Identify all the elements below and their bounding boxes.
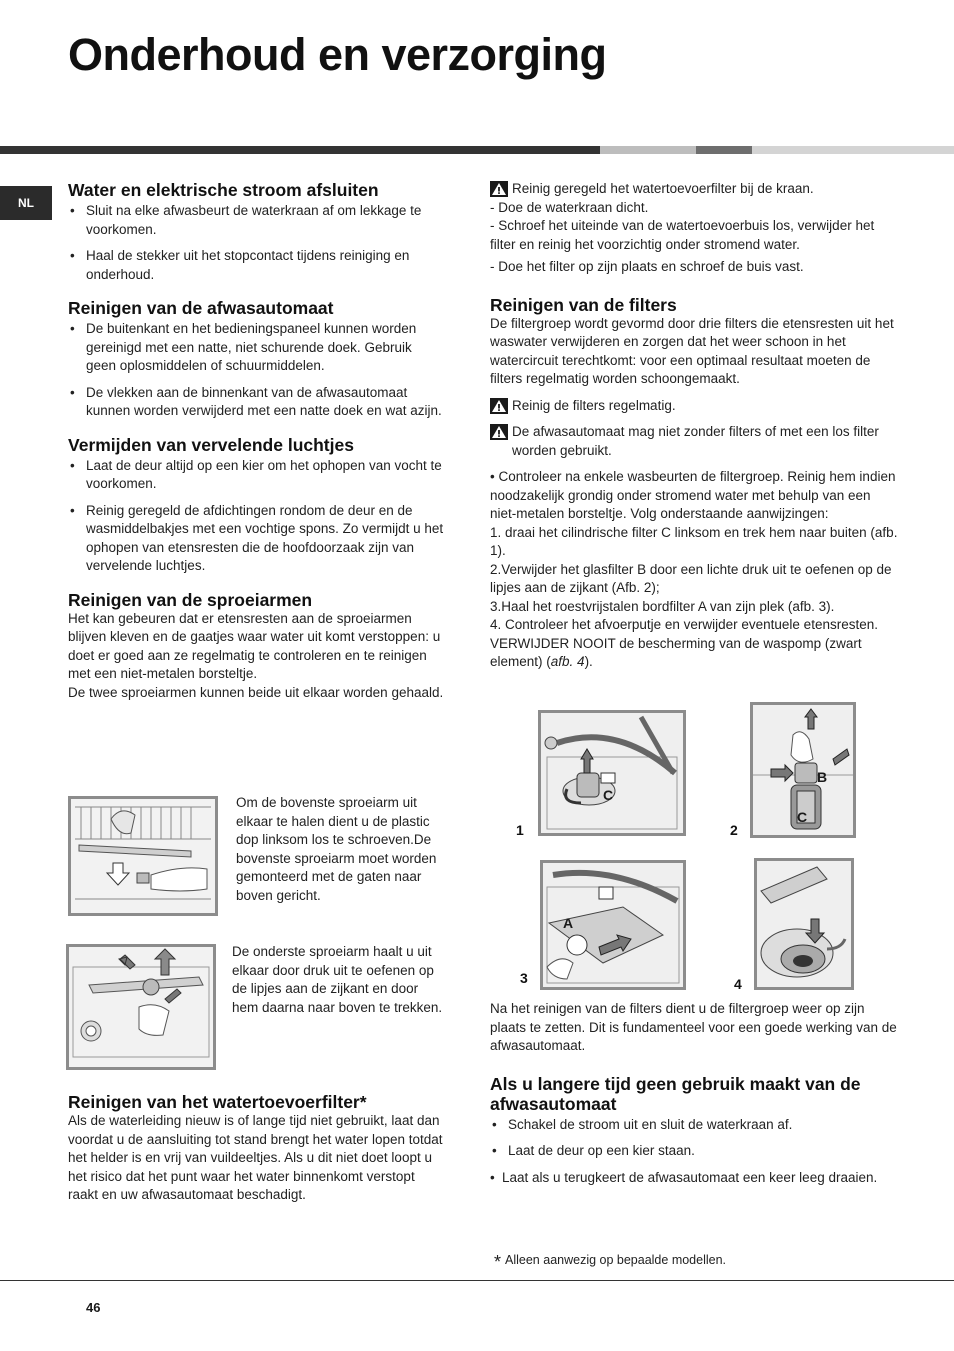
warning-triangle-icon xyxy=(490,398,508,414)
upper-spray-arm-illustration xyxy=(68,796,218,916)
figure-number-1: 1 xyxy=(516,822,524,838)
filters-step-4-text: 4. Controleer het afvoerputje en verwijder eventuele etensresten. VERWIJDER NOOIT de bescherming van de waspomp (zwart element) ( xyxy=(490,617,878,669)
figure-2-illustration xyxy=(750,702,856,838)
list-item: • De vlekken aan de binnenkant van de afwasautomaat kunnen worden verwijderd met een natte doek en wat azijn. xyxy=(68,384,444,421)
filters-step-4 xyxy=(490,616,898,672)
footnote xyxy=(494,1252,726,1273)
inlet-filter-paragraph: Als de waterleiding nieuw is of lange tijd niet gebruikt, laat dan voordat u de aansluiting tot stand brengt het water lopen totdat het helder is en vrij van vuildeeltjes. Als u dit niet doet loopt u het risico dat het punt waar het water binnenkomt verstopt raakt en uw afwasautomaat beschadigt. xyxy=(68,1113,443,1202)
header-bar-dark xyxy=(0,146,600,154)
upper-spray-arm-drawing xyxy=(71,799,215,913)
header-bar-light xyxy=(600,146,696,154)
section-heading-cleaning: Reinigen van de afwasautomaat xyxy=(68,298,334,318)
footer-divider xyxy=(0,1280,954,1281)
filters-step-3: 3.Haal het roestvrijstalen bordfilter A van zijn plek (afb. 3). xyxy=(490,598,835,614)
list-item: • Reinig geregeld de afdichtingen rondom de deur en de wasmiddelbakjes met een vochtige spons. Zo vermijdt u het ophopen van etensresten die de hoofdoorzaak zijn van vervelende luchtjes. xyxy=(68,502,444,576)
odours-list xyxy=(68,457,444,576)
section-heading-inlet-filter: Reinigen van het watertoevoerfilter* xyxy=(68,1092,367,1112)
lower-spray-arm-caption: De onderste sproeiarm haalt u uit elkaar door druk uit te oefenen op de lipjes aan de zijkant en door hem daarna naar boven te trekken. xyxy=(232,944,443,1015)
section-heading-spray-arms: Reinigen van de sproeiarmen xyxy=(68,589,313,610)
left-column xyxy=(68,180,444,702)
filter-label-b: B xyxy=(817,769,828,785)
filters-step-1: 1. draai het cilindrische filter C linksom en trek hem naar buiten (afb. 1). xyxy=(490,524,898,558)
lower-spray-arm-drawing xyxy=(69,947,213,1067)
page-title: Onderhoud en verzorging xyxy=(68,29,607,80)
inlet-warning-text: Reinig geregeld het watertoevoerfilter bij de kraan. xyxy=(512,181,814,196)
inlet-filter-section xyxy=(68,1092,444,1205)
section-heading-water-power: Water en elektrische stroom afsluiten xyxy=(68,180,379,200)
filters-check-instruction: • Controleer na enkele wasbeurten de filtergroep. Reinig hem indien noodzakelijk grondig onder stromend water met behulp van een niet-metalen borsteltje. Volg onderstaande aanwijzingen: xyxy=(490,469,896,521)
footnote-marker: * xyxy=(494,1252,502,1272)
inlet-step: - Schroef het uiteinde van de watertoevoerbuis los, verwijder het filter en reinig het voorzichtig onder stromend water. xyxy=(490,218,875,252)
filters-after-paragraph: Na het reinigen van de filters dient u de filtergroep weer op zijn plaats te zetten. Dit is fundamenteel voor een goede werking van de afwasautomaat. xyxy=(490,1001,897,1053)
filters-intro: De filtergroep wordt gevormd door drie filters die etensresten uit het waswater verwijderen en zorgen dat het weer schoon in het watercircuit terechtkomt: voor een optimaal resultaat moeten de filters regelmatig worden schoongemaakt. xyxy=(490,315,894,386)
inlet-warning xyxy=(490,180,898,199)
list-item: • De buitenkant en het bedieningspaneel kunnen worden gereinigd met een natte, niet schurende doek. Gebruik geen oplosmiddelen of schuurmiddelen. xyxy=(68,320,444,376)
figure-4-illustration xyxy=(754,858,854,990)
list-item: • Laat als u terugkeert de afwasautomaat een keer leeg draaien. xyxy=(490,1169,898,1188)
section-heading-odours: Vermijden van vervelende luchtjes xyxy=(68,434,354,455)
list-item: • Laat de deur altijd op een kier om het ophopen van vocht te voorkomen. xyxy=(68,457,444,494)
spray-arms-paragraph-2: De twee sproeiarmen kunnen beide uit elkaar worden gehaald. xyxy=(68,684,444,700)
page-number: 46 xyxy=(86,1300,101,1315)
cleaning-list xyxy=(68,320,444,421)
figure-reference: afb. 4 xyxy=(550,654,585,669)
section-heading-long-term: Als u langere tijd geen gebruik maakt van de afwasautomaat xyxy=(490,1073,861,1114)
right-column-lower xyxy=(490,1000,898,1195)
filters-warning-text: De afwasautomaat mag niet zonder filters of met een los filter worden gebruikt. xyxy=(512,424,879,458)
long-term-list xyxy=(490,1116,898,1188)
warning-triangle-icon xyxy=(490,181,508,197)
filter-label-a: A xyxy=(563,915,574,931)
language-tab: NL xyxy=(0,186,52,220)
figure-3-illustration xyxy=(540,860,686,990)
footnote-text: Alleen aanwezig op bepaalde modellen. xyxy=(505,1253,727,1267)
filter-label-c: C xyxy=(603,787,614,803)
drain-sump-drawing xyxy=(757,861,851,987)
lower-spray-arm-illustration xyxy=(66,944,216,1070)
list-item: • Laat de deur op een kier staan. xyxy=(490,1142,898,1161)
spray-arms-paragraph: Het kan gebeuren dat er etensresten aan de sproeiarmen blijven kleven en de gaatjes waar water uit komt verstoppen: u doet er goed aan ze regelmatig te controleren en te reinigen met een niet-metalen borsteltje. xyxy=(68,610,441,681)
filters-step-4-end: ). xyxy=(584,654,593,669)
inlet-step: - Doe de waterkraan dicht. xyxy=(490,199,649,215)
list-item: • Haal de stekker uit het stopcontact tijdens reiniging en onderhoud. xyxy=(68,247,444,284)
filters-warning-regular xyxy=(490,397,898,416)
header-bar-mid xyxy=(696,146,752,154)
filters-warning-no-filter xyxy=(490,423,898,460)
warning-triangle-icon xyxy=(490,424,508,440)
upper-spray-arm-caption: Om de bovenste sproeiarm uit elkaar te halen dient u de plastic dop linksom los te schroeven.De bovenste sproeiarm moet worden gemonteerd met de gaten naar boven gericht. xyxy=(236,795,437,903)
right-column xyxy=(490,180,898,672)
filter-label-c-2: C xyxy=(797,809,808,825)
filter-c-removal-drawing xyxy=(541,713,683,833)
header-bar-pale xyxy=(752,146,954,154)
figure-1-illustration xyxy=(538,710,686,836)
water-power-list xyxy=(68,202,444,284)
inlet-step: - Doe het filter op zijn plaats en schroef de buis vast. xyxy=(490,259,804,274)
figure-number-2: 2 xyxy=(730,822,738,838)
list-item: • Sluit na elke afwasbeurt de waterkraan af om lekkage te voorkomen. xyxy=(68,202,444,239)
figure-number-4: 4 xyxy=(734,976,742,992)
figure-number-3: 3 xyxy=(520,970,528,986)
filters-step-2: 2.Verwijder het glasfilter B door een lichte druk uit te oefenen op de lipjes aan de zijkant (Afb. 2); xyxy=(490,561,892,595)
section-heading-filters: Reinigen van de filters xyxy=(490,294,677,315)
list-item: • Schakel de stroom uit en sluit de waterkraan af. xyxy=(490,1116,898,1135)
filters-warning-text: Reinig de filters regelmatig. xyxy=(512,397,676,413)
